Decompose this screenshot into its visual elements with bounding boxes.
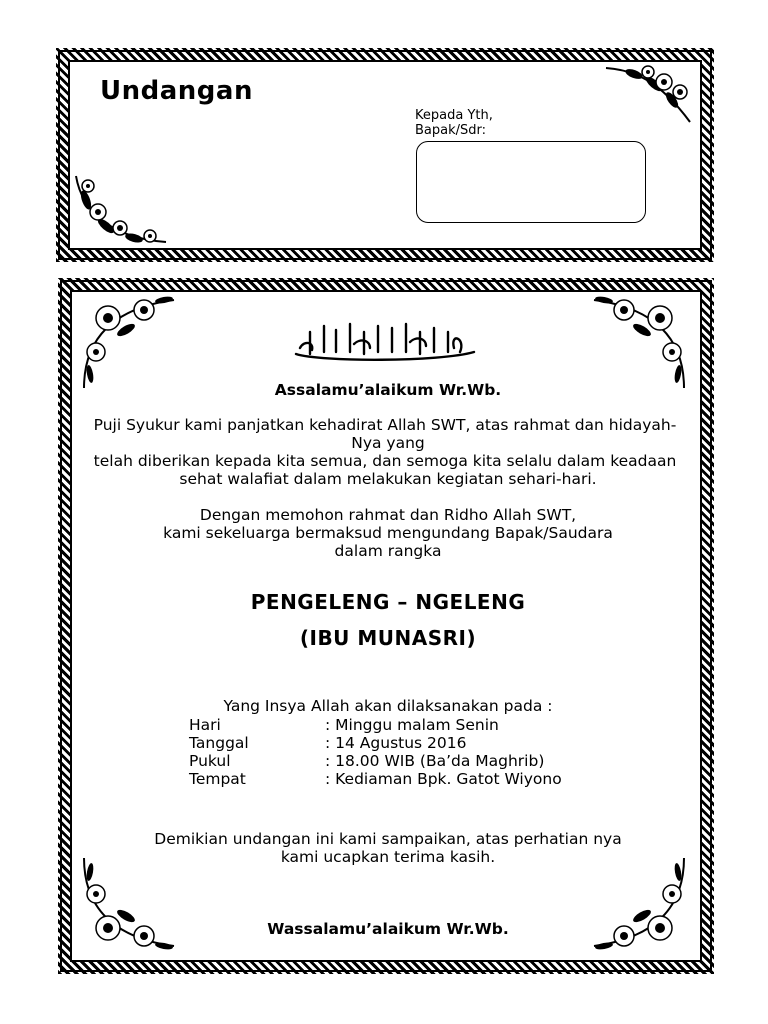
detail-row-time [189,752,544,770]
paragraph2-line2: kami sekeluarga bermaksud mengundang Bapak/Saudara [163,524,613,542]
flower-ornament-bottom-left-icon [72,172,168,248]
paragraph1-line1: Puji Syukur kami panjatkan kehadirat Allah SWT, atas rahmat dan hidayah- [93,416,677,434]
paragraph2-line1: Dengan memohon rahmat dan Ridho Allah SWT, [199,506,577,524]
farewell: Wassalamu’alaikum Wr.Wb. [267,920,509,938]
detail-value: : Minggu malam Senin [325,716,499,734]
recipient-label-line1: Kepada Yth, [415,108,493,123]
closing-line1: Demikian undangan ini kami sampaikan, atas perhatian nya [154,830,622,848]
detail-label: Hari [189,716,221,734]
flower-ornament-top-right-icon [604,64,694,128]
paragraph1-line2: Nya yang [351,434,425,452]
detail-label: Pukul [189,752,231,770]
closing-line2: kami ucapkan terima kasih. [280,848,496,866]
detail-label: Tempat [189,770,246,788]
address-box[interactable] [416,141,646,223]
event-subtitle: (IBU MUNASRI) [299,626,477,650]
paragraph1-line3: telah diberikan kepada kita semua, dan semoga kita selalu dalam keadaan [93,452,677,470]
detail-row-day [189,716,499,734]
detail-value: : 14 Agustus 2016 [325,734,467,752]
detail-label: Tanggal [189,734,249,752]
paragraph2-line3: dalam rangka [334,542,442,560]
schedule-intro: Yang Insya Allah akan dilaksanakan pada : [223,697,553,715]
recipient-label-line2: Bapak/Sdr: [415,123,487,138]
detail-value: : 18.00 WIB (Ba’da Maghrib) [325,752,545,770]
detail-row-place [189,770,562,788]
greeting: Assalamu’alaikum Wr.Wb. [274,381,502,399]
envelope-title: Undangan [100,76,253,106]
detail-row-date [189,734,467,752]
event-title: PENGELENG – NGELENG [250,590,526,614]
detail-value: : Kediaman Bpk. Gatot Wiyono [325,770,562,788]
paragraph1-line4: sehat walafiat dalam melakukan kegiatan sehari-hari. [179,470,597,488]
bismillah-calligraphy-icon [290,318,480,366]
